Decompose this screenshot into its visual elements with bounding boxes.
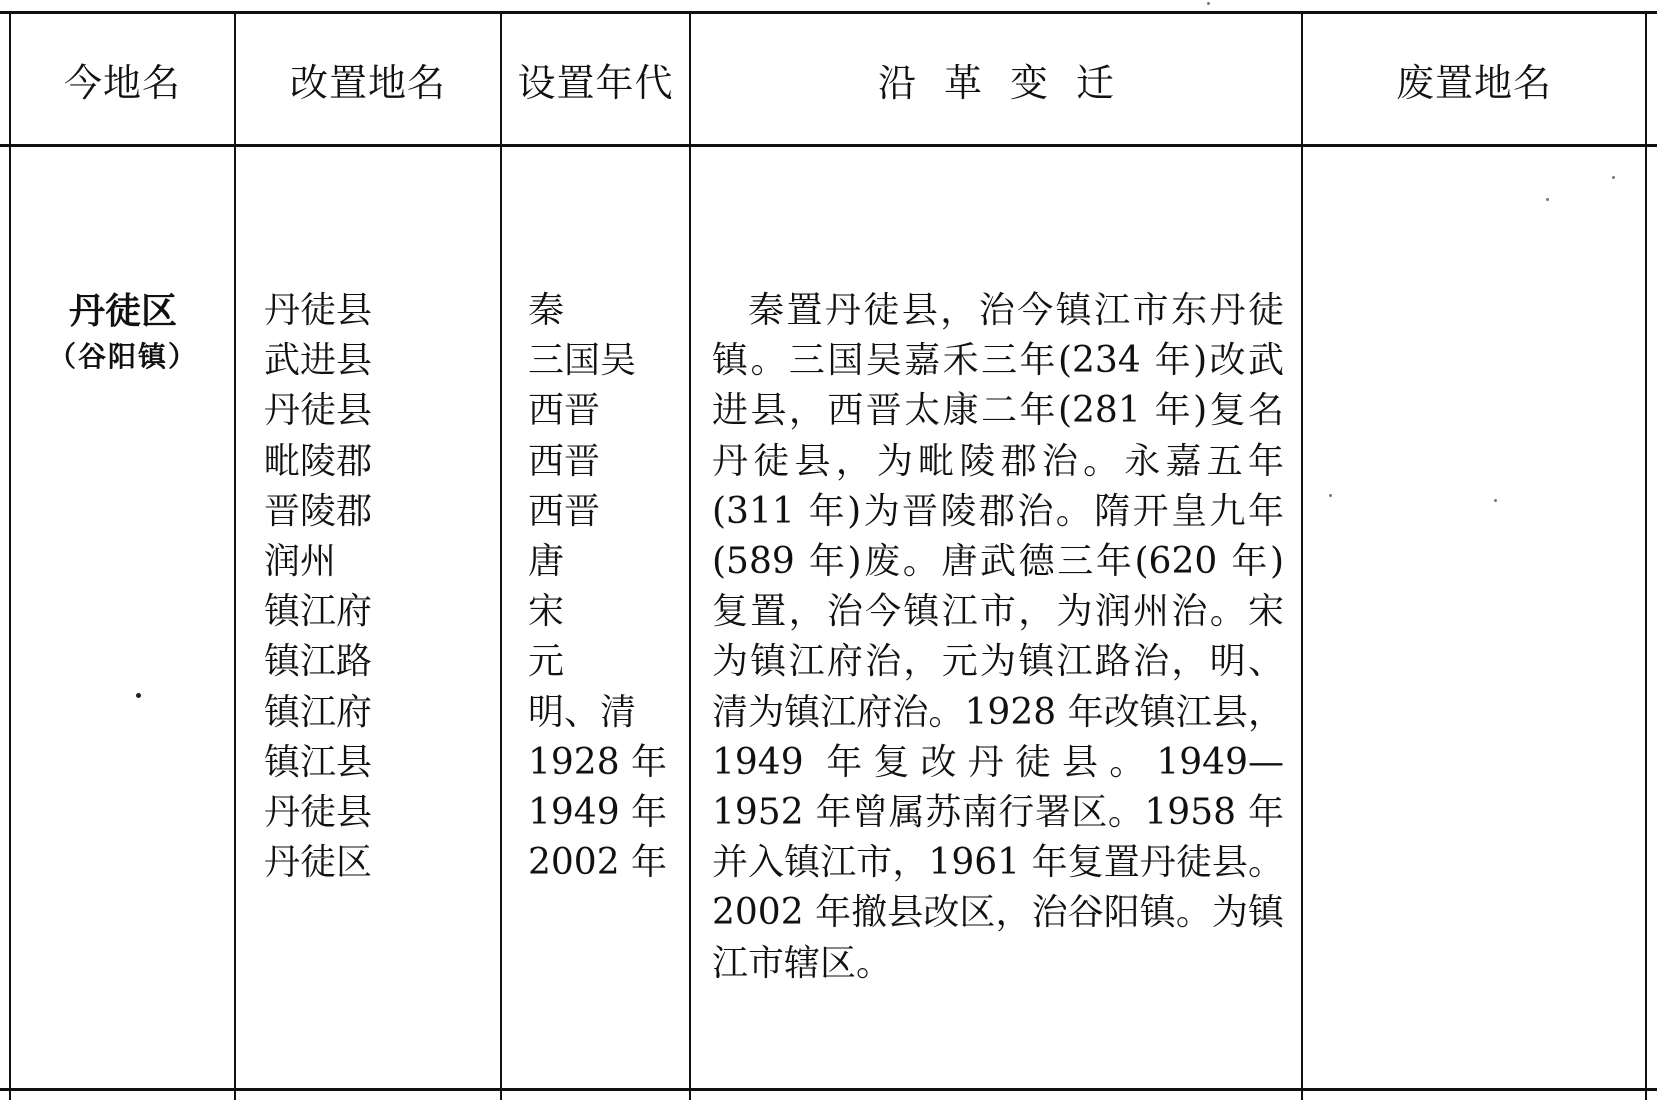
- scan-speck: [1207, 2, 1210, 5]
- current-name-cell: [28, 286, 218, 378]
- list-item: 秦: [528, 290, 565, 331]
- header-current-name: 今地名: [63, 61, 181, 105]
- list-item: 西晋: [528, 490, 601, 532]
- list-item: 晋陵郡: [264, 490, 373, 532]
- list-item: 1928 年: [528, 741, 668, 783]
- established-eras-list: [528, 286, 667, 888]
- list-item: 丹徒县: [264, 390, 373, 432]
- header-abolished-names: 废置地名: [1395, 61, 1552, 105]
- column-divider-2: [500, 12, 502, 1100]
- column-divider-4: [1301, 12, 1303, 1100]
- column-divider-3: [689, 12, 691, 1100]
- row-bottom-border: [0, 1088, 1657, 1091]
- current-name: 丹徒区: [68, 290, 177, 332]
- list-item: 武进县: [264, 340, 373, 382]
- list-item: 丹徒县: [264, 792, 373, 834]
- current-name-note: （谷阳镇）: [47, 340, 198, 373]
- list-item: 毗陵郡: [264, 440, 373, 482]
- list-item: 镇江府: [264, 591, 373, 633]
- list-item: 西晋: [528, 390, 601, 432]
- evolution-text: 秦置丹徒县，治今镇江市东丹徒镇。三国吴嘉禾三年(234 年)改武进县，西晋太康二年(281 年)复名丹徒县，为毗陵郡治。永嘉五年(311 年)为晋陵郡治。隋开皇九年(589 年)废。唐武德三年(620 年)复置，治今镇江市，为润州治。宋为镇江府治，元为镇江路治，明、清为镇江府治。1928 年改镇江县，1949 年复改丹徒县。1949—1952 年曾属苏南行署区。1958 年并入镇江市，1961 年复置丹徒县。2002 年撤县改区，治谷阳镇。为镇江市辖区。: [712, 290, 1284, 984]
- scan-speck: [1612, 176, 1615, 179]
- list-item: 宋: [528, 591, 565, 633]
- header-evolution: 沿革变迁: [877, 61, 1142, 105]
- list-item: 镇江路: [264, 641, 373, 683]
- list-item: 镇江府: [264, 691, 373, 733]
- list-item: 丹徒区: [264, 842, 373, 884]
- list-item: 三国吴: [528, 340, 637, 382]
- column-divider-left-edge: [9, 12, 11, 1100]
- list-item: 唐: [528, 541, 565, 583]
- scan-speck: [136, 693, 141, 698]
- list-item: 西晋: [528, 440, 601, 482]
- list-item: 润州: [264, 541, 337, 583]
- scan-speck: [1494, 499, 1497, 502]
- list-item: 丹徒县: [264, 290, 373, 331]
- list-item: 镇江县: [264, 741, 373, 783]
- list-item: 明、清: [528, 691, 637, 733]
- header-renamed-names: 改置地名: [289, 61, 446, 105]
- scan-speck: [1329, 494, 1332, 497]
- renamed-names-list: [264, 286, 372, 888]
- column-divider-right-edge: [1645, 12, 1647, 1100]
- column-divider-1: [234, 12, 236, 1100]
- list-item: 1949 年: [528, 792, 668, 834]
- header-established-era: 设置年代: [517, 61, 674, 105]
- list-item: 2002 年: [528, 842, 668, 884]
- scan-speck: [1546, 198, 1549, 201]
- list-item: 元: [528, 641, 565, 683]
